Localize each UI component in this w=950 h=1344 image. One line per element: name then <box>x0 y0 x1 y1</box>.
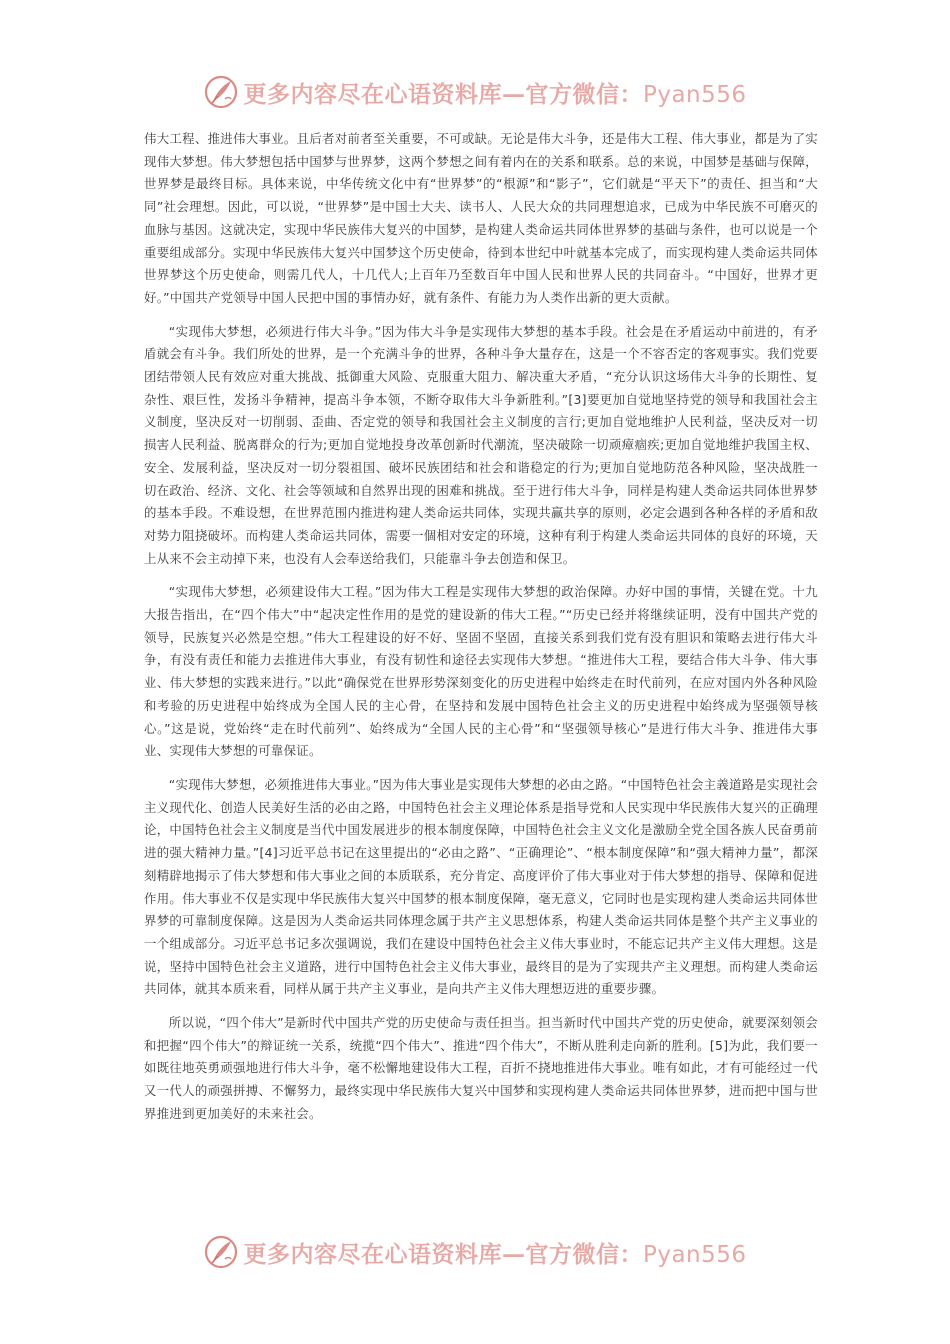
footer-banner <box>0 1228 950 1276</box>
banner-wechat-id: Pyan556 <box>642 81 747 108</box>
banner-text-main: 更多内容尽在心语资料库—官方微信： <box>243 80 643 108</box>
banner-text <box>243 1236 746 1269</box>
paragraph-5: 所以说，“四个伟大”是新时代中国共产党的历史使命与责任担当。担当新时代中国共产党的历史使命，就要深刻领会和把握“四个伟大”的辩证统一关系，统揽“四个伟大”、推进“四个伟大”，不断从胜利走向新的胜利。[5]为此，我们要一如既往地英勇顽强地进行伟大斗争，毫不松懈地建设伟大工程，百折不挠地推进伟大事业。唯有如此，才有可能经过一代又一代人的顽强拼搏、不懈努力，最终实现中华民族伟大复兴中国梦和实现构建人类命运共同体世界梦，进而把中国与世界推进到更加美好的未来社会。 <box>144 1015 818 1121</box>
banner-wechat-id: Pyan556 <box>642 1241 747 1268</box>
header-banner <box>0 68 950 116</box>
banner-text <box>243 76 746 109</box>
paragraph-2: “实现伟大梦想，必须进行伟大斗争。”因为伟大斗争是实现伟大梦想的基本手段。社会是在矛盾运动中前进的，有矛盾就会有斗争。我们所处的世界，是一个充满斗争的世界，各种斗争大量存在，这是一个不容否定的客观事实。我们党要团结带领人民有效应对重大挑战、抵御重大风险、克服重大阻力、解决重大矛盾，“充分认识这场伟大斗争的长期性、复杂性、艰巨性，发扬斗争精神，提高斗争本领，不断夺取伟大斗争新胜利。”[3]要更加自觉地坚持党的领导和我国社会主义制度，坚决反对一切削弱、歪曲、否定党的领导和我国社会主义制度的言行;更加自觉地维护人民利益，坚决反对一切损害人民利益、脱离群众的行为;更加自觉地投身改革创新时代潮流，坚决破除一切顽瘴痼疾;更加自觉地维护我国主权、安全、发展利益，坚决反对一切分裂祖国、破坏民族团结和社会和谐稳定的行为;更加自觉地防范各种风险，坚决战胜一切在政治、经济、文化、社会等领域和自然界出现的困难和挑战。至于进行伟大斗争，同样是构建人类命运共同体世界梦的基本手段。不难设想，在世界范围内推进构建人类命运共同体，实现共赢共享的原则，必定会遇到各种各样的矛盾和敌对势力阻挠破坏。而构建人类命运共同体，需要一個相对安定的环境，这种有利于构建人类命运共同体的良好的环境，天上从来不会主动掉下来，也没有人会奉送给我们，只能靠斗争去创造和保卫。 <box>144 323 818 566</box>
banner-text-main: 更多内容尽在心语资料库—官方微信： <box>243 1240 643 1268</box>
paragraph-3: “实现伟大梦想，必须建设伟大工程。”因为伟大工程是实现伟大梦想的政治保障。办好中国的事情，关键在党。十九大报告指出，在“四个伟大”中“起决定性作用的是党的建设新的伟大工程。”“历史已经并将继续证明，没有中国共产党的领导，民族复兴必然是空想。”伟大工程建设的好不好、坚固不坚固，直接关系到我们党有没有胆识和策略去进行伟大斗争，有没有责任和能力去推进伟大事业，有没有韧性和途径去实现伟大梦想。“推进伟大工程，要结合伟大斗争、伟大事业、伟大梦想的实践来进行。”以此“确保党在世界形势深刻变化的历史进程中始终走在时代前列，在应对国内外各种风险和考验的历史进程中始终成为全国人民的主心骨，在坚持和发展中国特色社会主义的历史进程中始终成为坚强领导核心。”这是说，党始终“走在时代前列”、始终成为“全国人民的主心骨”和“坚强领导核心”是进行伟大斗争、推进伟大事业、实现伟大梦想的可靠保证。 <box>144 584 818 759</box>
document-body <box>144 128 818 1137</box>
feather-quill-logo-icon <box>203 1234 239 1270</box>
paragraph-4: “实现伟大梦想，必须推进伟大事业。”因为伟大事业是实现伟大梦想的必由之路。“中国特色社会主義道路是实现社会主义现代化、创造人民美好生活的必由之路，中国特色社会主义理论体系是指导党和人民实现中华民族伟大复兴的正确理论，中国特色社会主义制度是当代中国发展进步的根本制度保障，中国特色社会主义文化是激励全党全国各族人民奋勇前进的强大精神力量。”[4]习近平总书记在这里提出的“必由之路”、“正确理论”、“根本制度保障”和“强大精神力量”，都深刻精辟地揭示了伟大梦想和伟大事业之间的本质联系，充分肯定、高度评价了伟大事业对于伟大梦想的指导、保障和促进作用。伟大事业不仅是实现中华民族伟大复兴中国梦的根本制度保障，毫无意义，它同时也是实现构建人类命运共同体世界梦的可靠制度保障。这是因为人类命运共同体理念属于共产主义思想体系，构建人类命运共同体是整个共产主义事业的一个组成部分。习近平总书记多次强调说，我们在建设中国特色社会主义伟大事业时，不能忘记共产主义伟大理想。这是说，坚持中国特色社会主义道路，进行中国特色社会主义伟大事业，最终目的是为了实现共产主义理想。而构建人类命运共同体，就其本质来看，同样从属于共产主义事业，是向共产主义伟大理想迈进的重要步骤。 <box>144 776 818 997</box>
feather-quill-logo-icon <box>203 74 239 110</box>
paragraph-1: 伟大工程、推进伟大事业。且后者对前者至关重要，不可或缺。无论是伟大斗争，还是伟大工程、伟大事业，都是为了实现伟大梦想。伟大梦想包括中国梦与世界梦，这两个梦想之间有着内在的关系和联系。总的来说，中国梦是基础与保障，世界梦是最终目标。具体来说，中华传统文化中有“世界梦”的“根源”和“影子”，它们就是“平天下”的责任、担当和“大同”社会理想。因此，可以说，“世界梦”是中国士大夫、读书人、人民大众的共同理想追求，已成为中华民族不可磨灭的血脉与基因。这就决定，实现中华民族伟大复兴的中国梦，是构建人类命运共同体世界梦的基础与条件，也可以说是一个重要组成部分。实现中华民族伟大复兴中国梦这个历史使命，待到本世纪中叶就基本完成了，而实现构建人类命运共同体世界梦这个历史使命，则需几代人，十几代人;上百年乃至数百年中国人民和世界人民的共同奋斗。“中国好，世界才更好。”中国共产党领导中国人民把中国的事情办好，就有条件、有能力为人类作出新的更大贡献。 <box>144 131 818 305</box>
